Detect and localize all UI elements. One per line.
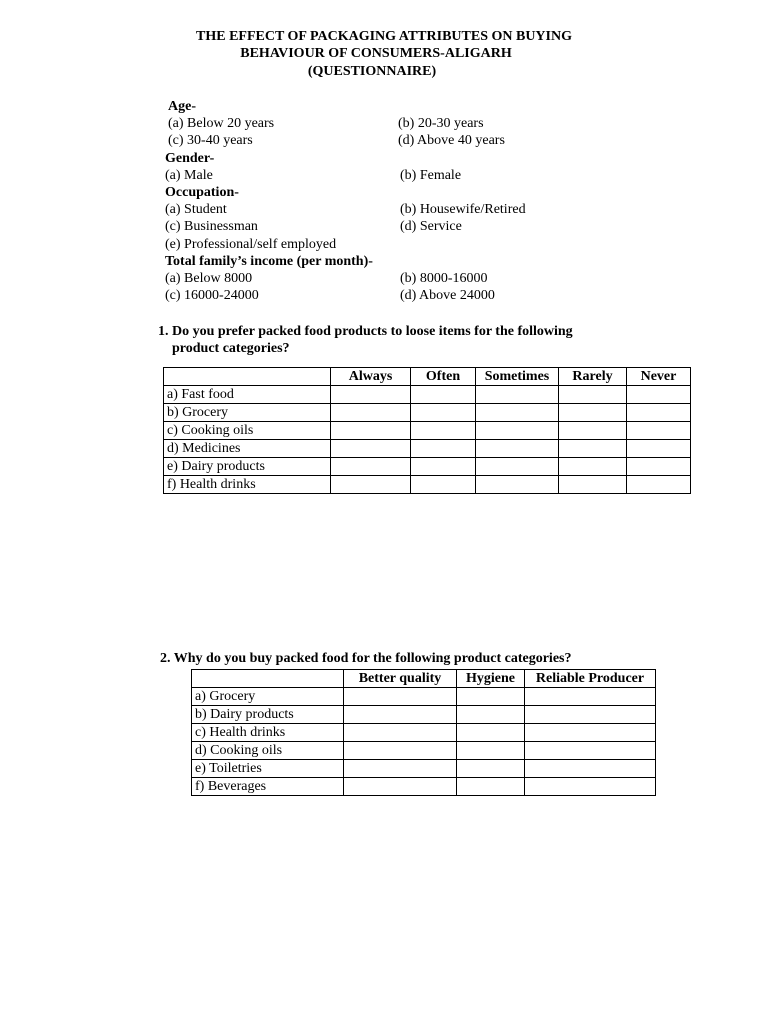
- age-option-a: (a) Below 20 years: [168, 116, 275, 131]
- answer-cell[interactable]: [344, 760, 457, 778]
- answer-cell[interactable]: [525, 778, 656, 796]
- income-option-a: (a) Below 8000: [165, 271, 253, 286]
- answer-cell[interactable]: [331, 404, 411, 422]
- answer-cell[interactable]: [331, 440, 411, 458]
- answer-cell[interactable]: [411, 476, 476, 494]
- document-title-line-3: (QUESTIONNAIRE): [307, 64, 437, 79]
- occupation-option-d: (d) Service: [400, 219, 462, 234]
- answer-cell[interactable]: [627, 386, 691, 404]
- answer-cell[interactable]: [627, 476, 691, 494]
- answer-cell[interactable]: [627, 440, 691, 458]
- answer-cell[interactable]: [344, 688, 457, 706]
- age-option-b: (b) 20-30 years: [398, 116, 484, 131]
- answer-cell[interactable]: [331, 422, 411, 440]
- row-label: b) Dairy products: [192, 706, 344, 724]
- question-1-table: [163, 367, 691, 494]
- answer-cell[interactable]: [559, 440, 627, 458]
- age-option-d: (d) Above 40 years: [398, 133, 505, 148]
- table-row: [164, 386, 691, 404]
- answer-cell[interactable]: [559, 386, 627, 404]
- answer-cell[interactable]: [331, 386, 411, 404]
- row-label: e) Dairy products: [164, 458, 331, 476]
- answer-cell[interactable]: [344, 724, 457, 742]
- answer-cell[interactable]: [476, 422, 559, 440]
- age-option-c: (c) 30-40 years: [168, 133, 253, 148]
- answer-cell[interactable]: [476, 458, 559, 476]
- question-2-header-row: [192, 670, 656, 688]
- answer-cell[interactable]: [411, 458, 476, 476]
- column-header-sometimes: Sometimes: [476, 368, 559, 386]
- income-label: Total family’s income (per month)-: [165, 254, 373, 269]
- answer-cell[interactable]: [411, 440, 476, 458]
- answer-cell[interactable]: [331, 476, 411, 494]
- gender-label: Gender-: [165, 151, 215, 166]
- gender-option-b: (b) Female: [400, 168, 462, 183]
- table-row: [192, 706, 656, 724]
- answer-cell[interactable]: [457, 778, 525, 796]
- occupation-label: Occupation-: [165, 185, 239, 200]
- column-header-rarely: Rarely: [559, 368, 627, 386]
- row-label: c) Health drinks: [192, 724, 344, 742]
- column-header-reliable-producer: Reliable Producer: [525, 670, 656, 688]
- income-option-d: (d) Above 24000: [400, 288, 495, 303]
- answer-cell[interactable]: [476, 404, 559, 422]
- answer-cell[interactable]: [627, 458, 691, 476]
- column-header-often: Often: [411, 368, 476, 386]
- answer-cell[interactable]: [411, 386, 476, 404]
- gender-option-a: (a) Male: [165, 168, 213, 183]
- income-option-c: (c) 16000-24000: [165, 288, 259, 303]
- table-row: [192, 688, 656, 706]
- income-option-b: (b) 8000-16000: [400, 271, 488, 286]
- row-label: a) Grocery: [192, 688, 344, 706]
- question-2-corner-cell: [192, 670, 344, 688]
- occupation-option-b: (b) Housewife/Retired: [400, 202, 526, 217]
- row-label: b) Grocery: [164, 404, 331, 422]
- table-row: [164, 422, 691, 440]
- column-header-always: Always: [331, 368, 411, 386]
- answer-cell[interactable]: [476, 440, 559, 458]
- table-row: [192, 724, 656, 742]
- row-label: f) Beverages: [192, 778, 344, 796]
- answer-cell[interactable]: [476, 476, 559, 494]
- answer-cell[interactable]: [457, 742, 525, 760]
- answer-cell[interactable]: [331, 458, 411, 476]
- occupation-option-c: (c) Businessman: [165, 219, 258, 234]
- column-header-never: Never: [627, 368, 691, 386]
- answer-cell[interactable]: [476, 386, 559, 404]
- answer-cell[interactable]: [525, 688, 656, 706]
- row-label: c) Cooking oils: [164, 422, 331, 440]
- answer-cell[interactable]: [457, 706, 525, 724]
- row-label: a) Fast food: [164, 386, 331, 404]
- answer-cell[interactable]: [344, 706, 457, 724]
- answer-cell[interactable]: [525, 760, 656, 778]
- column-header-better-quality: Better quality: [344, 670, 457, 688]
- answer-cell[interactable]: [559, 404, 627, 422]
- table-row: [192, 742, 656, 760]
- table-row: [164, 404, 691, 422]
- row-label: d) Cooking oils: [192, 742, 344, 760]
- occupation-option-a: (a) Student: [165, 202, 227, 217]
- answer-cell[interactable]: [559, 476, 627, 494]
- answer-cell[interactable]: [344, 778, 457, 796]
- answer-cell[interactable]: [525, 724, 656, 742]
- answer-cell[interactable]: [411, 404, 476, 422]
- table-row: [164, 476, 691, 494]
- question-1-text-continued: product categories?: [172, 341, 290, 356]
- answer-cell[interactable]: [559, 458, 627, 476]
- row-label: d) Medicines: [164, 440, 331, 458]
- answer-cell[interactable]: [627, 422, 691, 440]
- occupation-option-e: (e) Professional/self employed: [165, 237, 337, 252]
- table-row: [192, 778, 656, 796]
- answer-cell[interactable]: [457, 724, 525, 742]
- answer-cell[interactable]: [457, 760, 525, 778]
- answer-cell[interactable]: [525, 742, 656, 760]
- question-1-corner-cell: [164, 368, 331, 386]
- table-row: [164, 440, 691, 458]
- age-label: Age-: [168, 99, 196, 114]
- question-2-table: [191, 669, 656, 796]
- question-1-text: 1. Do you prefer packed food products to loose items for the following: [158, 324, 573, 339]
- answer-cell[interactable]: [559, 422, 627, 440]
- answer-cell[interactable]: [457, 688, 525, 706]
- document-title-line-2: BEHAVIOUR OF CONSUMERS-ALIGARH: [240, 46, 512, 61]
- answer-cell[interactable]: [627, 404, 691, 422]
- row-label: e) Toiletries: [192, 760, 344, 778]
- column-header-hygiene: Hygiene: [457, 670, 525, 688]
- answer-cell[interactable]: [525, 706, 656, 724]
- table-row: [192, 760, 656, 778]
- row-label: f) Health drinks: [164, 476, 331, 494]
- question-2-text: 2. Why do you buy packed food for the following product categories?: [160, 651, 572, 666]
- answer-cell[interactable]: [411, 422, 476, 440]
- table-row: [164, 458, 691, 476]
- document-title-line-1: THE EFFECT OF PACKAGING ATTRIBUTES ON BUYING: [196, 29, 572, 44]
- answer-cell[interactable]: [344, 742, 457, 760]
- question-1-header-row: [164, 368, 691, 386]
